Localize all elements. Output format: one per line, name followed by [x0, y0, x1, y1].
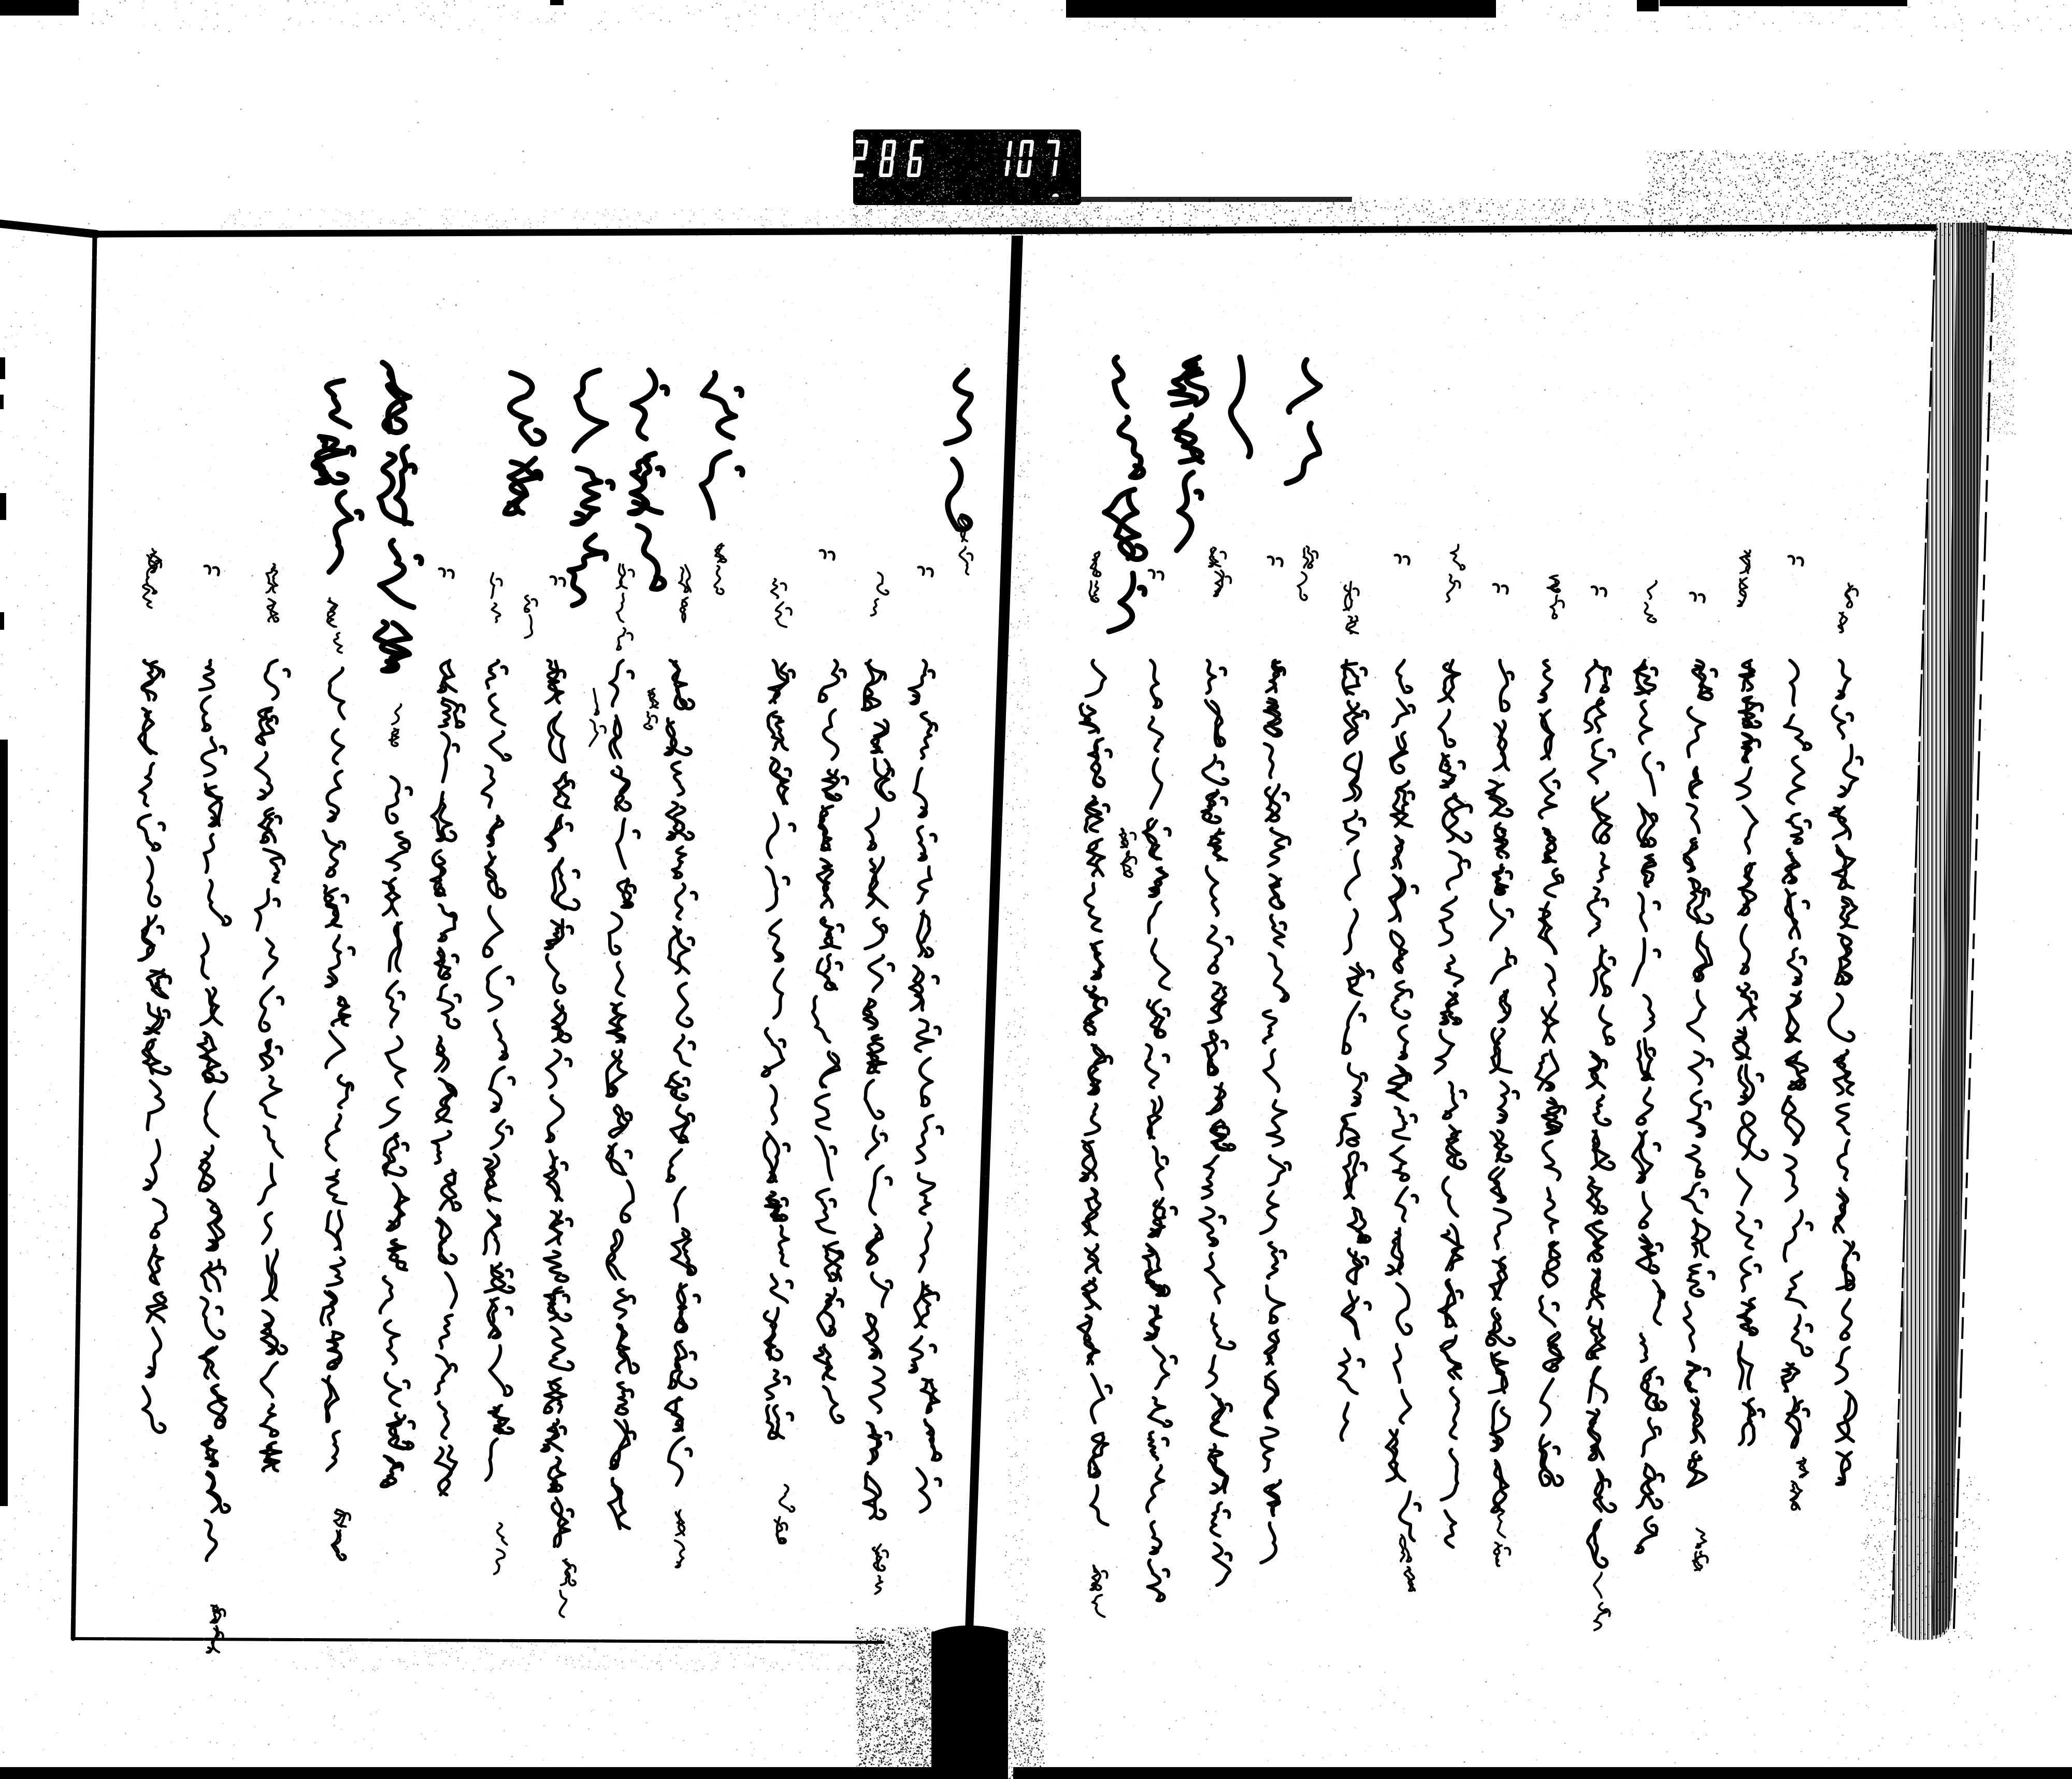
- top-edge-bar-mid: [1066, 0, 1496, 18]
- film-streak: [958, 197, 1352, 202]
- left-strip-speck-1: [0, 357, 5, 379]
- top-edge-bar-right: [1660, 0, 1907, 6]
- counter-digit-segment: [853, 157, 866, 161]
- bottom-film-bar-right: [1013, 1767, 2072, 1779]
- top-edge-tick-small: [550, 0, 564, 5]
- bottom-film-bar-left: [0, 1767, 1004, 1779]
- left-strip: [0, 740, 8, 1506]
- left-strip-speck-4: [0, 612, 4, 630]
- frame-counter: [851, 129, 1081, 205]
- left-strip-speck-3: [0, 493, 6, 520]
- counter-digit-segment: [852, 173, 864, 177]
- left-strip-speck-2: [0, 395, 4, 409]
- gutter-ink-blob: [931, 1625, 1008, 1779]
- top-edge-tick: [1637, 0, 1659, 11]
- top-edge-bar-left: [0, 0, 79, 16]
